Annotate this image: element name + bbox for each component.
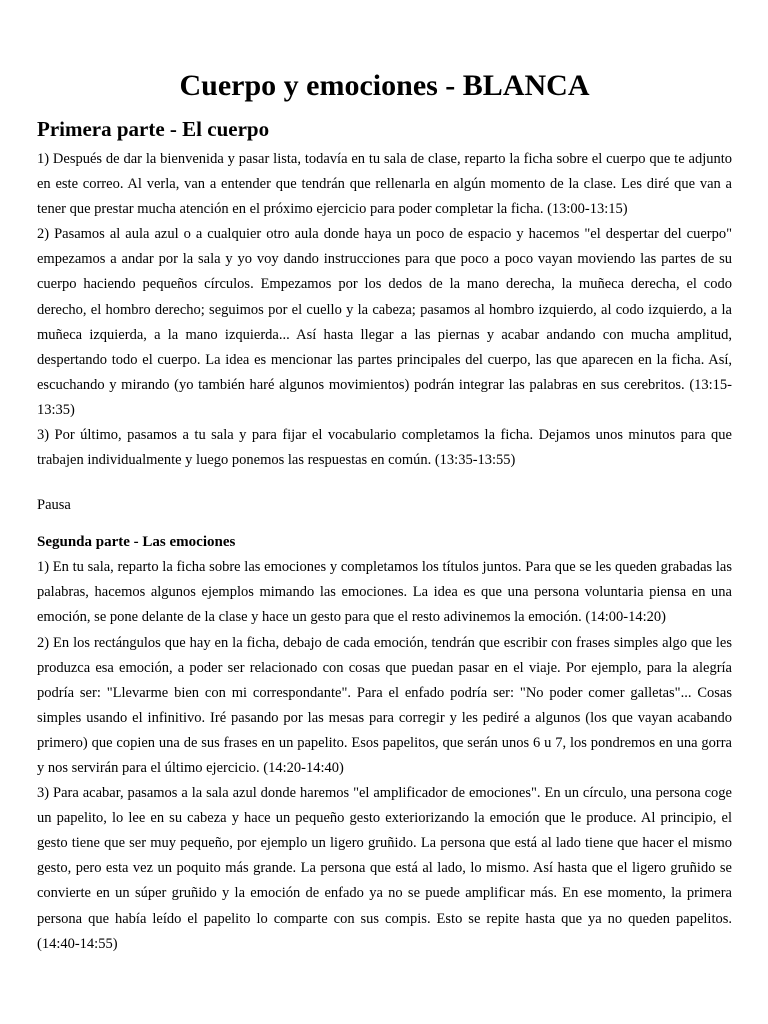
- part2-paragraph-2: 2) En los rectángulos que hay en la ficha, debajo de cada emoción, tendrán que escribir con frases simples algo que les produzca esa emoción, a poder ser relacionado con cosas que puedan pasar en el viaje. Por ejemplo, para la alegría podría ser: "Llevarme bien con mi correspondante". Para el enfado podría ser: "No poder comer galletas"... Cosas simples usando el infinitivo. Iré pasando por las mesas para corregir y les pediré a algunos (los que vayan acabando primero) que copien una de sus frases en un papelito. Esos papelitos, que serán unos 6 u 7, los pondremos en una gorra y nos servirán para el último ejercicio. (14:20-14:40): [37, 634, 732, 776]
- document-title: Cuerpo y emociones - BLANCA: [179, 69, 590, 102]
- part2-heading: Segunda parte - Las emociones: [37, 534, 236, 551]
- part1-paragraph-1: 1) Después de dar la bienvenida y pasar lista, todavía en tu sala de clase, reparto la ficha sobre el cuerpo que te adjunto en este correo. Al verla, van a entender que tendrán que rellenarla en algún momento de la clase. Les diré que van a tener que prestar mucha atención en el próximo ejercicio para poder completar la ficha. (13:00-13:15): [37, 151, 732, 218]
- part2-paragraph-3: 3) Para acabar, pasamos a la sala azul donde haremos "el amplificador de emociones". En un círculo, una persona coge un papelito, lo lee en su cabeza y hace un pequeño gesto exteriorizando la emoción que le produce. Al principio, el gesto tiene que ser muy pequeño, por ejemplo un ligero gruñido. La persona que está al lado tiene que hacer el mismo gesto, pero esta vez un poquito más grande. La persona que está al lado, lo mismo. Así hasta que el ligero gruñido se convierte en un súper gruñido y la emoción de enfado ya no se puede amplificar más. En ese momento, la primera persona que había leído el papelito lo comparte con sus compis. Esto se repite hasta que ya no queden papelitos. (14:40-14:55): [37, 785, 732, 952]
- part2-paragraph-1: 1) En tu sala, reparto la ficha sobre las emociones y completamos los títulos juntos. Para que se les queden grabadas las palabras, hacemos algunos ejemplos mimando las emociones. La idea es que una persona voluntaria piensa en una emoción, se pone delante de la clase y hace un gesto para que el resto adivinemos la emoción. (14:00-14:20): [37, 559, 732, 626]
- part1-paragraph-2: 2) Pasamos al aula azul o a cualquier otro aula donde haya un poco de espacio y hacemos "el despertar del cuerpo" empezamos a andar por la sala y yo voy dando instrucciones para que poco a poco vayan moviendo las partes de su cuerpo haciendo pequeños círculos. Empezamos por los dedos de la mano derecha, la muñeca derecha, el codo derecho, el hombro derecho; seguimos por el cuello y la cabeza; pasamos al hombro izquierdo, al codo izquierdo, a la muñeca izquierda, a la mano izquierda... Así hasta llegar a las piernas y acabar andando con mucha amplitud, despertando todo el cuerpo. La idea es mencionar las partes principales del cuerpo, las que aparecen en la ficha. Así, escuchando y mirando (yo también haré algunos movimientos) podrán integrar las palabras en sus cerebritos. (13:15-13:35): [37, 226, 732, 418]
- part1-paragraph-3: 3) Por último, pasamos a tu sala y para fijar el vocabulario completamos la ficha. Dejamos unos minutos para que trabajen individualmente y luego ponemos las respuestas en común. (13:35-13:55): [37, 427, 732, 469]
- pause-label: Pausa: [37, 497, 71, 514]
- part1-heading: Primera parte - El cuerpo: [37, 117, 270, 141]
